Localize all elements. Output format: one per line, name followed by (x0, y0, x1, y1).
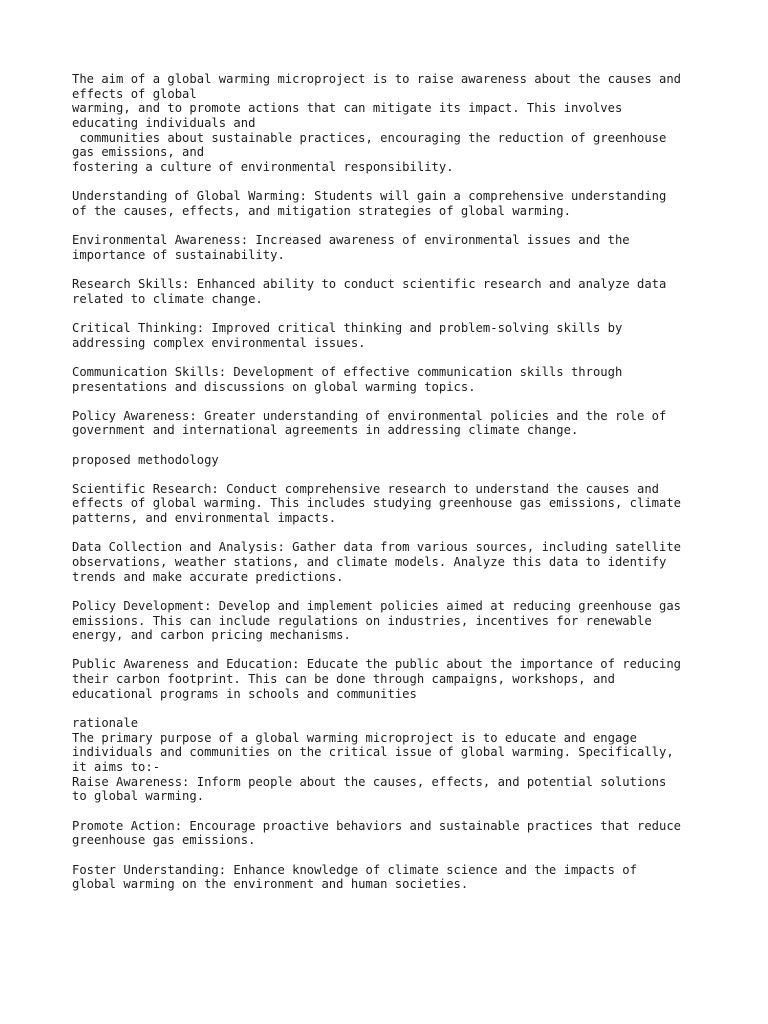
text-line: Research Skills: Enhanced ability to conduct scientific research and analyze data (72, 277, 667, 292)
text-line: effects of global (72, 86, 197, 101)
text-line: patterns, and environmental impacts. (72, 511, 337, 526)
intro-paragraph (72, 72, 712, 175)
text-line: Public Awareness and Education: Educate the public about the importance of reducing (72, 657, 682, 672)
aim-foster-understanding (72, 863, 712, 892)
text-line: Communication Skills: Development of effective communication skills through (72, 364, 623, 379)
text-line: importance of sustainability. (72, 247, 285, 262)
text-line: communities about sustainable practices, encouraging the reduction of greenhouse (72, 130, 667, 145)
text-line: Critical Thinking: Improved critical thinking and problem-solving skills by (72, 320, 623, 335)
text-line: their carbon footprint. This can be done through campaigns, workshops, and (72, 672, 615, 687)
text-line: Data Collection and Analysis: Gather data from various sources, including satellite (72, 540, 682, 555)
text-line: trends and make accurate predictions. (72, 569, 344, 584)
text-line: energy, and carbon pricing mechanisms. (72, 628, 351, 643)
text-line: Policy Development: Develop and implement policies aimed at reducing greenhouse gas (72, 598, 682, 613)
text-line: Promote Action: Encourage proactive behaviors and sustainable practices that reduce (72, 818, 682, 833)
text-line: addressing complex environmental issues. (72, 335, 366, 350)
text-line: observations, weather stations, and climate models. Analyze this data to identify (72, 555, 667, 569)
text-line: effects of global warming. This includes studying greenhouse gas emissions, climate (72, 496, 682, 511)
text-line: Foster Understanding: Enhance knowledge of climate science and the impacts of (72, 862, 637, 877)
rationale-block (72, 716, 712, 804)
outcome-policy-awareness (72, 409, 712, 438)
heading-proposed-methodology (72, 453, 712, 468)
text-line: emissions. This can include regulations on industries, incentives for renewable (72, 613, 652, 628)
text-line: educational programs in schools and communities (72, 686, 417, 701)
text-line: Policy Awareness: Greater understanding of environmental policies and the role of (72, 408, 667, 423)
text-line: it aims to:- (72, 760, 161, 775)
text-line: presentations and discussions on global warming topics. (72, 379, 476, 394)
text-line: educating individuals and (72, 116, 256, 131)
text-line: warming, and to promote actions that can mitigate its impact. This involves (72, 101, 623, 116)
aim-promote-action (72, 819, 712, 848)
method-policy-development (72, 599, 712, 643)
text-line: Raise Awareness: Inform people about the causes, effects, and potential solutions (72, 774, 667, 789)
text-line: related to climate change. (72, 291, 263, 306)
text-line: Understanding of Global Warming: Students will gain a comprehensive understanding (72, 189, 667, 204)
text-line: global warming on the environment and human societies. (72, 877, 469, 892)
text-line: greenhouse gas emissions. (72, 833, 256, 848)
text-line: proposed methodology (72, 452, 219, 467)
text-line: gas emissions, and (72, 145, 205, 160)
text-line: Scientific Research: Conduct comprehensive research to understand the causes and (72, 481, 659, 496)
outcome-critical-thinking (72, 321, 712, 350)
text-line: rationale (72, 716, 139, 730)
outcome-research-skills (72, 277, 712, 306)
method-public-awareness (72, 657, 712, 701)
outcome-understanding (72, 189, 712, 218)
document-body (72, 72, 712, 906)
text-line: Environmental Awareness: Increased awareness of environmental issues and the (72, 233, 630, 248)
text-line: to global warming. (72, 789, 205, 804)
text-line: individuals and communities on the critical issue of global warming. Specifically, (72, 745, 674, 760)
text-line: The primary purpose of a global warming microproject is to educate and engage (72, 730, 637, 745)
outcome-communication-skills (72, 365, 712, 394)
method-data-collection (72, 540, 712, 584)
outcome-environmental-awareness (72, 233, 712, 262)
text-line: fostering a culture of environmental responsibility. (72, 160, 454, 175)
text-line: The aim of a global warming microproject is to raise awareness about the causes and (72, 72, 682, 86)
text-line: of the causes, effects, and mitigation strategies of global warming. (72, 204, 571, 218)
text-line: government and international agreements in addressing climate change. (72, 423, 579, 438)
method-scientific-research (72, 482, 712, 526)
